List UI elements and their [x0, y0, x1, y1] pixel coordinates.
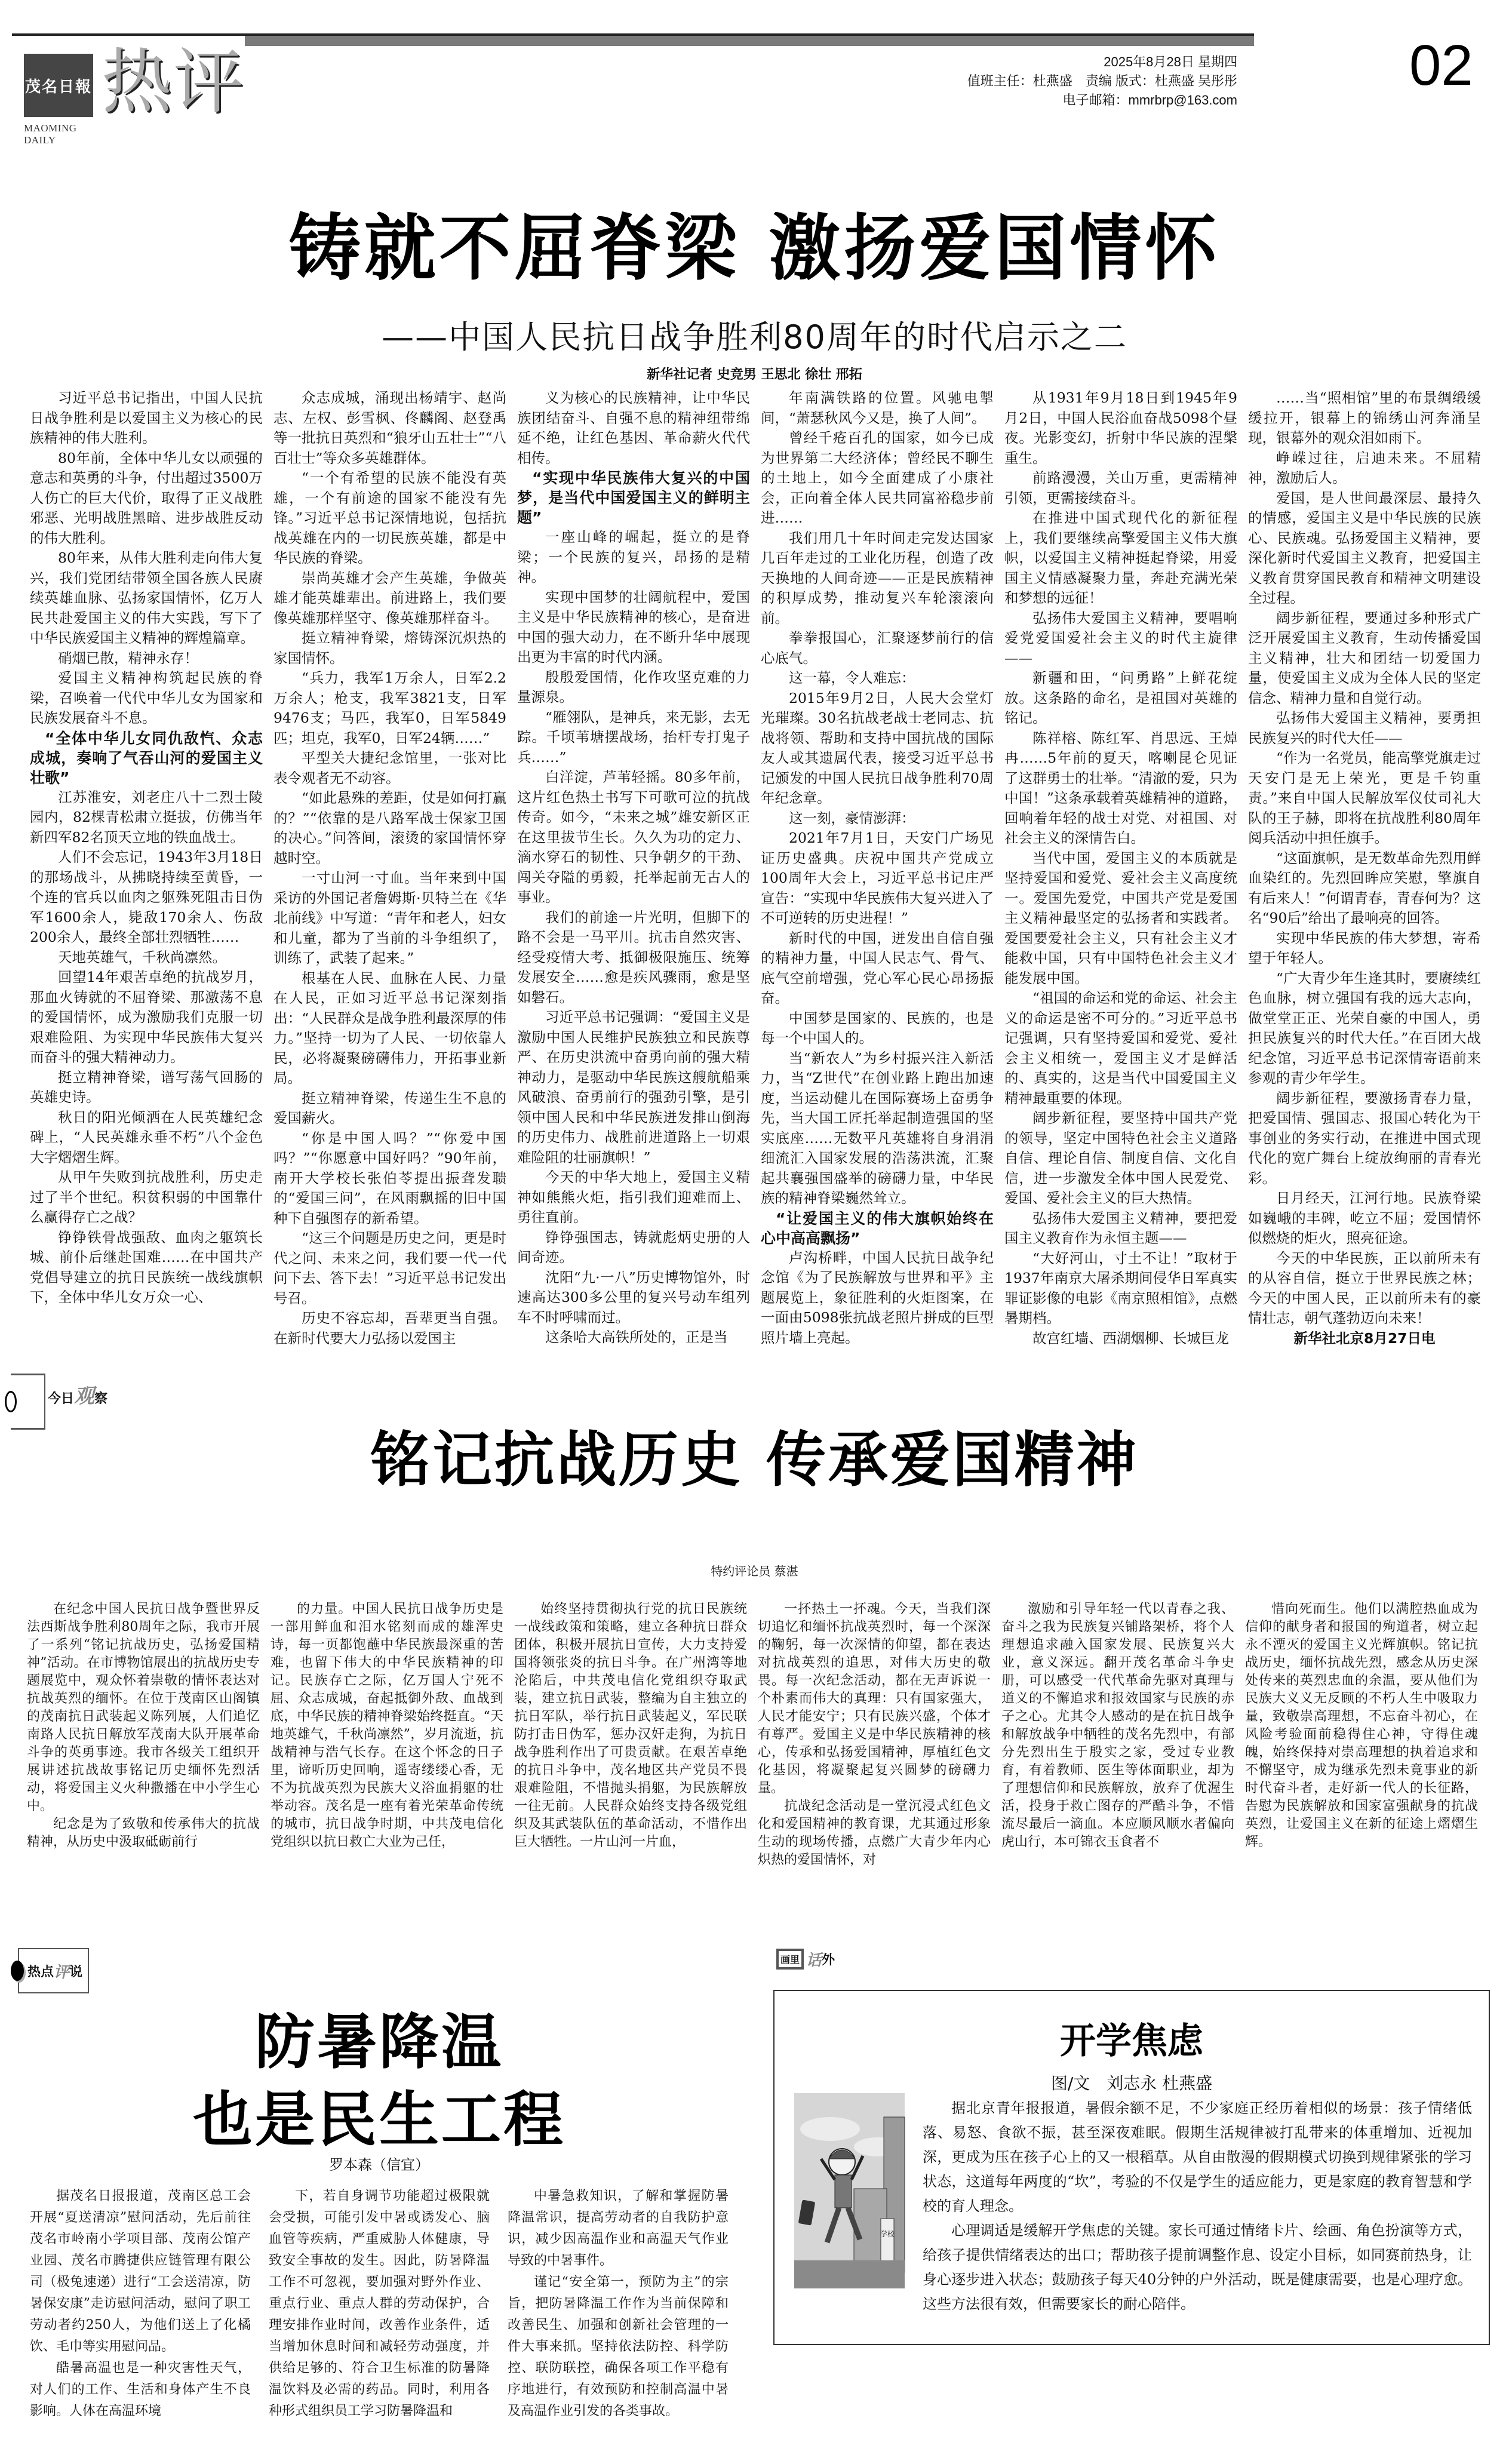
article3-byline: 罗本森（信宜）: [329, 2156, 429, 2173]
paragraph: “作为一名党员，能高擎党旗走过天安门是无上荣光，更是千钧重责。”来自中国人民解放军仪仗司礼大队的王子赫，即将在抗战胜利80周年阅兵活动中担任旗手。: [1248, 749, 1481, 846]
paragraph: 陈祥榕、陈红军、肖思远、王焯冉……5年前的夏天，喀喇昆仑见证了这群勇士的壮举。“清澈的爱，只为中国！”这条承载着英雄精神的道路，回响着年轻的战士对党、对祖国、对社会主义的深情告白。: [1004, 729, 1237, 846]
cartoon-illustration: [794, 2093, 905, 2288]
paragraph: 今天的中华民族，正以前所未有的从容自信，挺立于世界民族之林；今天的中国人民，正以前所未有的豪情壮志，朝气蓬勃迈向未来！: [1248, 1249, 1481, 1326]
paragraph: 在推进中国式现代化的新征程上，我们要继续高擎爱国主义伟大旗帜，以爱国主义精神挺起脊梁，用爱国主义情感凝聚力量，奔赴充满光荣和梦想的远征！: [1004, 509, 1237, 606]
paragraph: 纪念是为了致敬和传承伟大的抗战精神，从历史中汲取砥砺前行: [27, 1817, 260, 1849]
logo-english: MAOMING DAILY: [24, 122, 77, 146]
article2-byline: 特约评论员 蔡湛: [711, 1564, 798, 1578]
paragraph: 挺立精神脊梁，谱写荡气回肠的英雄史诗。: [30, 1068, 263, 1105]
paragraph: 阔步新征程，要坚持中国共产党的领导，坚定中国特色社会主义道路自信、理论自信、制度自信、文化自信，进一步激发全体中国人民爱党、爱国、爱社会主义的巨大热情。: [1004, 1110, 1237, 1206]
article1-column: [517, 388, 750, 1345]
badge-text-mid: 观: [74, 1384, 95, 1408]
paragraph: 中国梦是国家的、民族的，也是每一个中国人的。: [761, 1009, 994, 1046]
article2-title: 铭记抗战历史 传承爱国精神: [370, 1425, 1139, 1495]
paragraph: 据北京青年报报道，暑假余额不足，不少家庭正经历着相似的场景：孩子情绪低落、易怒、食欲不振，甚至深夜难眠。假期生活规律被打乱带来的体重增加、近视加深，更成为压在孩子心上的又一根稻草。从自由散漫的假期模式切换到规律紧张的学习状态，这道每年两度的“坎”，考验的不仅是学生的适应能力，更是家庭的教育智慧和学校的育人理念。: [923, 2100, 1472, 2214]
badge-text-mid: 话: [806, 1951, 822, 1970]
paragraph: 阔步新征程，要通过多种形式广泛开展爱国主义教育，生动传播爱国主义精神，壮大和团结一切爱国力量，使爱国主义成为全体人民的坚定信念、精神力量和自觉行动。: [1248, 609, 1481, 706]
article3-column: [30, 2186, 251, 2448]
header-gray-bar: [245, 36, 1254, 46]
article1-byline: 新华社记者 史竞男 王思北 徐壮 邢拓: [647, 367, 862, 382]
paragraph: ……当“照相馆”里的布景绸缎缓缓拉开，银幕上的锦绣山河奔涌呈现，银幕外的观众泪如雨下。: [1248, 389, 1481, 446]
paragraph: “如此悬殊的差距，仗是如何打赢的？”“依靠的是八路军战士保家卫国的决心。”问答间，滚烫的家国情怀穿越时空。: [273, 789, 506, 867]
logo-text: 茂名日報: [24, 78, 92, 96]
article2-column: [1001, 1600, 1234, 1849]
paragraph: 80年来，从伟大胜利走向伟大复兴，我们党团结带领全国各族人民赓续英雄血脉、弘扬家国情怀，亿万人民共赴爱国主义的伟大实践，写下了中华民族爱国主义精神的辉煌篇章。: [30, 549, 263, 646]
paragraph: 下，若自身调节功能超过极限就会受损，可能引发中暑或诱发心、脑血管等疾病，严重威胁人体健康，导致安全事故的发生。因此，防暑降温工作不可忽视，要加强对野外作业、重点行业、重点人群的劳动保护，合理安排作业时间，改善作业条件，适当增加休息时间和减轻劳动强度，并供给足够的、符合卫生标准的防暑降温饮料及必需的药品。同时，利用各种形式组织员工学习防暑降温和: [269, 2189, 490, 2419]
paragraph: 峥嵘过往，启迪未来。不屈精神，激励后人。: [1248, 449, 1481, 486]
article3-title-line1: 防暑降温: [255, 2007, 503, 2077]
badge-text-post: 说: [69, 1964, 83, 1980]
paragraph: 卢沟桥畔，中国人民抗日战争纪念馆《为了民族解放与世界和平》主题展览上，象征胜利的火炬图案，在一面由5098张抗战老照片拼成的巨型照片墙上亮起。: [761, 1249, 994, 1346]
paragraph: 当“新农人”为乡村振兴注入新活力，当“Z世代”在创业路上跑出加速度，当运动健儿在国际赛场上奋勇争先，当大国工匠托举起制造强国的坚实底座……无数平凡英雄将自身涓涓细流汇入国家发展的浩荡洪流，汇聚起共襄强国盛举的磅礴力量，中华民族的精神脊梁巍然耸立。: [761, 1049, 994, 1206]
paragraph: 惜向死而生。他们以满腔热血成为信仰的献身者和报国的殉道者，树立起永不湮灭的爱国主义光辉旗帜。铭记抗战历史，缅怀抗战先烈，感念从历史深处传来的英烈忠血的余温，要从他们为民族大义义无反顾的不朽人生中吸取力量，致敬崇高理想，不忘奋斗初心，在风险考验面前稳得住心神，守得住魂魄，始终保持对崇高理想的执着追求和不懈坚守，成为继承先烈未竟事业的新时代奋斗者，走好新一代人的长征路，告慰为民族解放和国家富强献身的抗战英烈，让爱国主义在新的征途上熠熠生辉。: [1245, 1602, 1478, 1849]
paragraph: 新时代的中国，迸发出自信自强的精神力量，中国人民志气、骨气、底气空前增强，党心军心民心昂扬振奋。: [761, 929, 994, 1006]
paragraph: 酷暑高温也是一种灾害性天气，对人们的工作、生活和身体产生不良影响。人体在高温环境: [30, 2361, 251, 2419]
paragraph: 弘扬伟大爱国主义精神，要把爱国主义教育作为永恒主题——: [1004, 1209, 1237, 1246]
subheading: “让爱国主义的伟大旗帜始终在心中高高飘扬”: [761, 1209, 994, 1247]
paragraph: 年南满铁路的位置。风驰电掣间，“萧瑟秋风今又是，换了人间”。: [761, 389, 994, 426]
paragraph: “一个有希望的民族不能没有英雄，一个有前途的国家不能没有先锋。”习近平总书记深情地说，包括抗战英雄在内的一切民族英雄，都是中华民族的脊梁。: [273, 469, 506, 566]
article2-column: [514, 1600, 747, 1849]
paragraph: 实现中华民族的伟大梦想，寄希望于年轻人。: [1248, 929, 1481, 966]
paragraph: 秋日的阳光倾洒在人民英雄纪念碑上，“人民英雄永垂不朽”八个金色大字熠熠生辉。: [30, 1108, 263, 1166]
article3-column: [508, 2186, 729, 2448]
hot-comment-badge: [18, 1948, 89, 1993]
paragraph: 抗战纪念活动是一堂沉浸式红色文化和爱国精神的教育课，尤其通过形象生动的现场传播，点燃广大青少年内心炽热的爱国情怀，对: [758, 1799, 991, 1867]
paragraph: “你是中国人吗？”“你爱中国吗？”“你愿意中国好吗？”90年前，南开大学校长张伯苓提出振聋发聩的“爱国三问”，在风雨飘摇的旧中国种下自强图存的新希望。: [273, 1129, 506, 1227]
badge-text-pre: 今日: [48, 1391, 75, 1406]
paragraph: 拳拳报国心，汇聚逐梦前行的信心底气。: [761, 629, 994, 666]
paragraph: 历史不容忘却，吾辈更当自强。在新时代要大力弘扬以爱国主: [273, 1310, 506, 1347]
header-info: [967, 53, 1237, 110]
dateline: 新华社北京8月27日电: [1293, 1329, 1436, 1347]
newspaper-logo: [24, 54, 93, 117]
paragraph: 平型关大捷纪念馆里，一张对比表令观者无不动容。: [273, 749, 506, 786]
paragraph: 激励和引导年轻一代以青春之我、奋斗之我为民族复兴铺路架桥，将个人理想追求融入国家发展、民族复兴大业，意义深远。翻开茂名革命斗争史册，可以感受一代代革命先驱对真理与道义的不懈追求和报效国家与民族的赤子之心。尤其令人感动的是在抗日战争和解放战争中牺牲的茂名先烈中，有部分先烈出生于殷实之家，受过专业教育，有着教师、医生等体面职业，却为了理想信仰和民族解放，放弃了优渥生活，投身于救亡图存的严酷斗争，不惜流尽最后一滴血。本应顺风顺水者偏向虎山行，本可锦衣玉食者不: [1001, 1602, 1234, 1849]
paragraph: 故宫红墙、西湖烟柳、长城巨龙: [1032, 1329, 1229, 1347]
paragraph: 一座山峰的崛起，挺立的是脊梁；一个民族的复兴，昂扬的是精神。: [517, 529, 750, 585]
badge-box-text: 画里: [776, 1949, 804, 1970]
eye-icon: [5, 1391, 17, 1412]
paragraph: 义为核心的民族精神，让中华民族团结奋斗、自强不息的精神纽带绵延不绝，让红色基因、革命薪火代代相传。: [517, 389, 750, 466]
paragraph: 2021年7月1日，天安门广场见证历史盛典。庆祝中国共产党成立100周年大会上，习近平总书记庄严宣告：“实现中华民族伟大复兴进入了不可逆转的历史进程！”: [761, 829, 994, 926]
paragraph: “这面旗帜，是无数革命先烈用鲜血染红的。先烈回眸应笑慰，擎旗自有后来人！”何谓青春，青春何为？这名“90后”给出了最响亮的回答。: [1248, 849, 1481, 926]
article1-column: [273, 388, 506, 1347]
paragraph: 始终坚持贯彻执行党的抗日民族统一战线政策和策略，建立各种抗日群众团体，积极开展抗日宣传，大力支持爱国将领张炎的抗日斗争。在广州湾等地沦陷后，中共茂电信化党组织夺取武装，建立抗日武装，整编为自主独立的抗日军队，举行抗日武装起义，军民联防打击日伪军，惩办汉奸走狗，为抗日战争胜利作出了可贵贡献。在艰苦卓绝的抗日斗争中，茂名地区共产党员不畏艰难险阻，不惜抛头捐躯，为民族解放一往无前。人民群众始终支持各级党组织及其武装队伍的革命活动，不惜作出巨大牺牲。一片山河一片血，: [514, 1602, 747, 1849]
badge-text-mid: 评: [54, 1963, 70, 1981]
section-title: 热评: [102, 41, 245, 123]
paragraph: 人们不会忘记，1943年3月18日的那场战斗，从拂晓持续至黄昏，一个连的官兵以血肉之躯殊死阻击日伪军1600余人，毙敌170余人、伤敌200余人，最终全部壮烈牺牲……: [30, 849, 263, 945]
paragraph: 崇尚英雄才会产生英雄，争做英雄才能英雄辈出。前进路上，我们要像英雄那样坚守、像英雄那样奋斗。: [273, 569, 506, 626]
paragraph: 爱国主义精神构筑起民族的脊梁，召唤着一代代中华儿女为国家和民族发展奋斗不息。: [30, 669, 263, 726]
paragraph: 实现中国梦的壮阔航程中，爱国主义是中华民族精神的核心，是奋进中国的强大动力，在不断升华中展现出更为丰富的时代内涵。: [517, 588, 750, 665]
paragraph: 80年前，全体中华儿女以顽强的意志和英勇的斗争，付出超过3500万人伤亡的巨大代价，取得了正义战胜邪恶、光明战胜黑暗、进步战胜反动的伟大胜利。: [30, 449, 263, 546]
paragraph: “祖国的命运和党的命运、社会主义的命运是密不可分的。”习近平总书记强调，只有坚持爱国和爱党、爱社会主义相统一，爱国主义才是鲜活的、真实的，这是当代中国爱国主义精神最重要的体现。: [1004, 990, 1237, 1107]
paragraph: 白洋淀，芦苇轻摇。80多年前，这片红色热土书写下可歌可泣的抗战传奇。如今，“未来之城”雄安新区正在这里拔节生长。久久为功的定力、滴水穿石的韧性、只争朝夕的干劲、闯关夺隘的勇毅，托举起前无古人的事业。: [517, 769, 750, 905]
today-observe-label: [48, 1380, 107, 1409]
paragraph: 回望14年艰苦卓绝的抗战岁月，那血火铸就的不屈脊梁、那激荡不息的爱国情怀，成为激励我们克服一切艰难险阻、为实现中华民族伟大复兴而奋斗的强大精神动力。: [30, 969, 263, 1065]
paragraph: 中暑急救知识，了解和掌握防暑降温常识，提高劳动者的自我防护意识，减少因高温作业和高温天气作业导致的中暑事件。: [508, 2189, 729, 2268]
paragraph: 爱国，是人世间最深层、最持久的情感，爱国主义是中华民族的民族心、民族魂。弘扬爱国主义精神，要深化新时代爱国主义教育，把爱国主义教育贯穿国民教育和精神文明建设全过程。: [1248, 489, 1481, 606]
email-line: 电子邮箱：mmrbrp@163.com: [1062, 93, 1237, 107]
paragraph: 众志成城，涌现出杨靖宇、赵尚志、左权、彭雪枫、佟麟阁、赵登禹等一批抗日英烈和“狼牙山五壮士”“八百壮士”等众多英雄群体。: [273, 389, 506, 466]
paragraph: 据茂名日报报道，茂南区总工会开展“夏送清凉”慰问活动，先后前往茂名市岭南小学项目部、茂南公馆产业园、茂名市腾捷供应链管理有限公司（极兔速递）进行“工会送清凉，防暑保安康”走访慰问活动，慰问了职工劳动者约250人，为他们送上了化橘饮、毛巾等实用慰问品。: [30, 2189, 251, 2354]
article3-column: [269, 2186, 490, 2448]
article2-column: [758, 1600, 991, 1867]
paragraph: 殷殷爱国情，化作攻坚克难的力量源泉。: [517, 668, 750, 705]
paragraph: 习近平总书记强调：“爱国主义是激励中国人民维护民族独立和民族尊严、在历史洪流中奋勇向前的强大精神动力，是驱动中华民族这艘航船乘风破浪、奋勇前行的强劲引擎，是引领中国人民和中华民族迸发排山倒海的历史伟力、战胜前进道路上一切艰难险阻的壮丽旗帜！”: [517, 1009, 750, 1166]
paragraph: 曾经千疮百孔的国家，如今已成为世界第二大经济体；曾经民不聊生的土地上，如今全面建成了小康社会，正向着全体人民共同富裕稳步前进……: [761, 429, 994, 526]
paragraph: 弘扬伟大爱国主义精神，要勇担民族复兴的时代大任——: [1248, 709, 1481, 746]
paragraph: “雁翎队，是神兵，来无影，去无踪。千顷苇塘摆战场，抬杆专打鬼子兵……”: [517, 708, 750, 766]
editors-line: 值班主任：杜燕盛 责编 版式：杜燕盛 吴彤彤: [967, 73, 1237, 88]
paragraph: 2015年9月2日，人民大会堂灯光璀璨。30名抗战老战士老同志、抗战将领、帮助和支持中国抗战的国际友人或其遗属代表，接受习近平总书记颁发的中国人民抗日战争胜利70周年纪念章。: [761, 689, 994, 806]
cartoon-text: [923, 2096, 1472, 2316]
paragraph: 当代中国，爱国主义的本质就是坚持爱国和爱党、爱社会主义高度统一。爱国先爱党，中国共产党是爱国主义精神最坚定的弘扬者和实践者。爱国要爱社会主义，只有社会主义才能救中国，只有中国特色社会主义才能发展中国。: [1004, 849, 1237, 987]
paragraph: 这条哈大高铁所处的，正是当: [545, 1329, 728, 1345]
cartoon-byline: 图/文 刘志永 杜燕盛: [1050, 2073, 1213, 2093]
issue-date: 2025年8月28日 星期四: [1104, 54, 1237, 69]
paragraph: 沈阳“九·一八”历史博物馆外，时速高达300多公里的复兴号动车组列车不时呼啸而过。: [517, 1268, 750, 1326]
paragraph: 铮铮铁骨战强敌、血肉之躯筑长城、前仆后继赴国难……在中国共产党倡导建立的抗日民族统一战线旗帜下，全体中华儿女万众一心、: [30, 1228, 263, 1305]
article1-column: [1248, 388, 1481, 1347]
paragraph: 天地英雄气，千秋尚凛然。: [58, 948, 226, 966]
paragraph: “兵力，我军1万余人，日军2.2万余人；枪支，我军3821支，日军9476支；马匹，我军0，日军5849匹；坦克，我军0，日军24辆……”: [273, 669, 506, 746]
paragraph: 心理调适是缓解开学焦虑的关键。家长可通过情绪卡片、绘画、角色扮演等方式，给孩子提供情绪表达的出口；帮助孩子提前调整作息、设定小目标，如同赛前热身，让身心逐步进入状态；鼓励孩子每天40分钟的户外活动，既是健康需要，也是心理疗愈。这些方法很有效，但需要家长的耐心陪伴。: [923, 2222, 1472, 2312]
paragraph: 江苏淮安，刘老庄八十二烈士陵园内，82棵青松肃立挺拔，仿佛当年新四军82名顶天立地的铁血战士。: [30, 788, 263, 846]
article1-subtitle: ——中国人民抗日战争胜利80周年的时代启示之二: [382, 318, 1127, 356]
paragraph: 我们用几十年时间走完发达国家几百年走过的工业化历程，创造了改天换地的人间奇迹——正是民族精神的积厚成势，推动复兴车轮滚滚向前。: [761, 529, 994, 626]
paragraph: 挺立精神脊梁，传递生生不息的爱国薪火。: [273, 1089, 506, 1126]
paragraph: 弘扬伟大爱国主义精神，要唱响爱党爱国爱社会主义的时代主旋律——: [1004, 609, 1237, 666]
page-number: 02: [1409, 33, 1473, 97]
badge-text-pre: 热点: [27, 1964, 54, 1980]
article2-column: [271, 1600, 503, 1849]
paragraph: 我们的前途一片光明，但脚下的路不会是一马平川。抗击自然灾害、经受疫情大考、抵御极限施压、统筹发展安全……愈是疾风骤雨，愈是坚如磐石。: [517, 908, 750, 1006]
article2-column: [27, 1600, 260, 1849]
paragraph: 硝烟已散，精神永存！: [58, 649, 198, 666]
paragraph: 从甲午失败到抗战胜利，历史走过了半个世纪。积贫积弱的中国靠什么赢得存亡之战？: [30, 1169, 263, 1225]
school-sign-text: 学校: [880, 2230, 895, 2238]
article1-column: [30, 388, 263, 1326]
today-observe-badge: [11, 1374, 45, 1430]
subheading: “实现中华民族伟大复兴的中国梦，是当代中国爱国主义的鲜明主题”: [517, 469, 750, 526]
paragraph: 铮铮强国志，铸就彪炳史册的人间奇迹。: [517, 1228, 750, 1265]
badge-text-post: 察: [94, 1391, 108, 1406]
article2-column: [1245, 1600, 1478, 1849]
paragraph: 根基在人民、血脉在人民、力量在人民，正如习近平总书记深刻指出：“人民群众是战争胜利最深厚的伟力。”坚持一切为了人民、一切依靠人民，必将凝聚磅礴伟力，开拓事业新局。: [273, 969, 506, 1086]
paragraph: 今天的中华大地上，爱国主义精神如熊熊火炬，指引我们迎难而上、勇往直前。: [517, 1169, 750, 1225]
paragraph: “这三个问题是历史之问，更是时代之问、未来之问，我们要一代一代问下去、答下去！”习近平总书记发出号召。: [273, 1230, 506, 1307]
cartoon-badge: [776, 1941, 836, 1977]
article1-title: 铸就不屈脊梁 激扬爱国情怀: [288, 207, 1221, 290]
paragraph: 前路漫漫，关山万重，更需精神引领，更需接续奋斗。: [1004, 469, 1237, 506]
paragraph: “广大青少年生逢其时，要赓续红色血脉，树立强国有我的远大志向，做堂堂正正、光荣自豪的中国人，勇担民族复兴的时代大任。”在百团大战纪念馆，习近平总书记深情寄语前来参观的青少年学生。: [1248, 969, 1481, 1086]
badge-text-post: 外: [822, 1952, 835, 1968]
article3-title-line2: 也是民生工程: [193, 2085, 566, 2155]
paragraph: 这一幕，令人难忘：: [789, 669, 915, 686]
article1-column: [1004, 388, 1237, 1347]
paragraph: 在纪念中国人民抗日战争暨世界反法西斯战争胜利80周年之际，我市开展了一系列“铭记抗战历史，弘扬爱国精神”活动。在市博物馆展出的抗战历史专题展览中，观众怀着崇敬的情怀表达对抗战英烈的缅怀。在位于茂南区山阁镇的茂南抗日武装起义陈列展，人们追忆南路人民抗日解放军茂南大队开展革命斗争的英勇事迹。我市各级关工组织开展讲述抗战故事铭记历史缅怀先烈活动，将爱国主义火种撒播在中小学生心中。: [27, 1602, 260, 1814]
paragraph: 一寸山河一寸血。当年来到中国采访的外国记者詹姆斯·贝特兰在《华北前线》中写道：“青年和老人，妇女和儿童，都为了当前的斗争组织了，训练了，武装了起来。”: [273, 870, 506, 966]
paragraph: 一抔热土一抔魂。今天，当我们深切追忆和缅怀抗战英烈时，每一个深深的鞠躬，每一次深情的仰望，都在表达对抗战英烈的追思，对伟大历史的敬畏。每一次纪念活动，都在无声诉说一个朴素而伟大的真理：只有国家强大，人民才能安宁；只有民族兴盛，个体才有尊严。爱国主义是中华民族精神的核心，传承和弘扬爱国精神，厚植红色文化基因，将凝聚起复兴圆梦的磅礴力量。: [758, 1602, 991, 1796]
paragraph: “大好河山，寸土不让！”取材于1937年南京大屠杀期间侵华日军真实罪证影像的电影《南京照相馆》，点燃暑期档。: [1004, 1249, 1237, 1326]
paragraph: 挺立精神脊梁，熔铸深沉炽热的家国情怀。: [273, 629, 506, 666]
paragraph: 这一刻，豪情澎湃：: [789, 809, 915, 827]
paragraph: 日月经天，江河行地。民族脊梁如巍峨的丰碑，屹立不屈；爱国情怀似燃烧的炬火，照亮征途。: [1248, 1190, 1481, 1246]
paragraph: 从1931年9月18日到1945年9月2日，中国人民浴血奋战5098个昼夜。光影变幻，折射中华民族的涅槃重生。: [1004, 389, 1237, 466]
paragraph: 的力量。中国人民抗日战争历史是一部用鲜血和泪水铭刻而成的雄浑史诗，每一页都饱蘸中华民族最深重的苦难，也留下伟大的中华民族精神的印记。民族存亡之际，亿万国人宁死不屈、众志成城，奋起抵御外敌、血战到底，中华民族的精神脊梁始终挺直。“天地英雄气，千秋尚凛然”，岁月流逝，抗战精神与浩气长存。在这个怀念的日子里，谛听历史回响，遥寄缕缕心香，无不为抗战英烈为民族大义浴血捐躯的壮举动容。茂名是一座有着光荣革命传统的城市，抗日战争时期，中共茂电信化党组织以抗日救亡大业为己任，: [271, 1602, 503, 1849]
paragraph: 谨记“安全第一，预防为主”的宗旨，把防暑降温工作作为当前保障和改善民生、加强和创新社会管理的一件大事来抓。坚持依法防控、科学防控、联防联控，确保各项工作平稳有序地进行，有效预防和控制高温中暑及高温作业引发的各类事故。: [508, 2275, 729, 2419]
paragraph: 习近平总书记指出，中国人民抗日战争胜利是以爱国主义为核心的民族精神的伟大胜利。: [30, 389, 263, 446]
article1-column: [761, 388, 994, 1346]
cartoon-title: 开学焦虑: [1060, 2020, 1203, 2062]
bullet-icon: [11, 1961, 24, 1981]
paragraph: 新疆和田，“问勇路”上鲜花绽放。这条路的命名，是祖国对英雄的铭记。: [1004, 669, 1237, 726]
subheading: “全体中华儿女同仇敌忾、众志成城，奏响了气吞山河的爱国主义壮歌”: [30, 729, 263, 786]
article3-title: [0, 2004, 758, 2159]
paragraph: 阔步新征程，要激扬青春力量，把爱国情、强国志、报国心转化为干事创业的务实行动，在推进中国式现代化的宽广舞台上绽放绚丽的青春光彩。: [1248, 1089, 1481, 1187]
